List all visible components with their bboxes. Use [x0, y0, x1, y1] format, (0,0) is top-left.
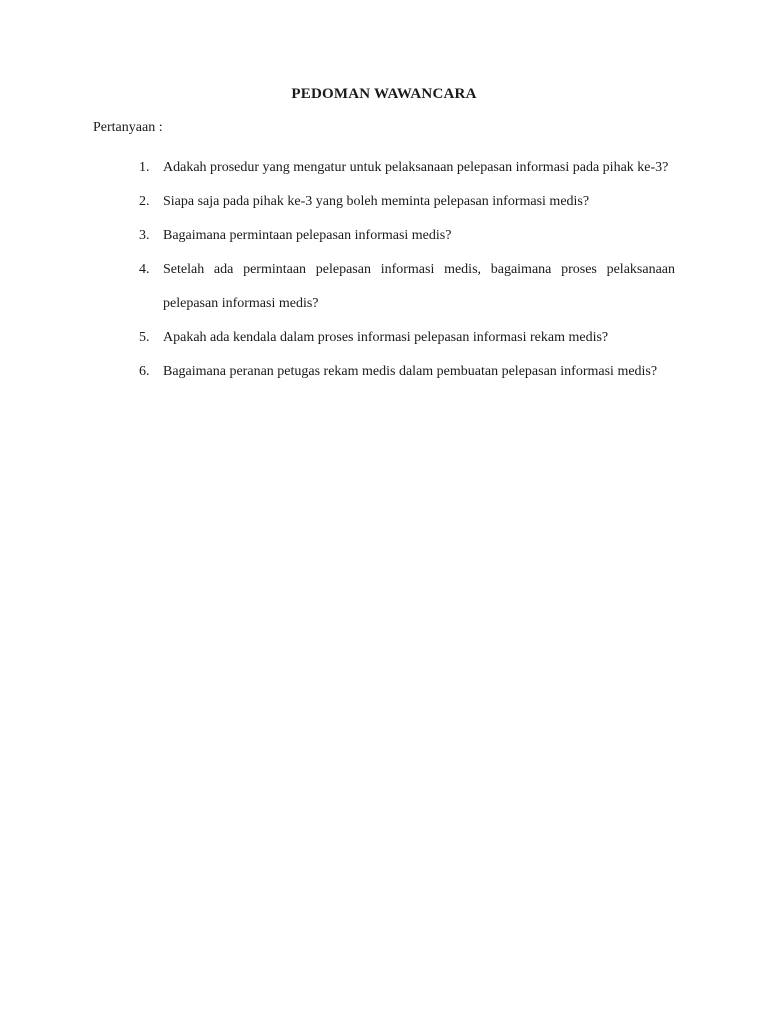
question-item [93, 321, 675, 355]
question-item [93, 151, 675, 185]
question-number: 5. [139, 330, 150, 345]
question-item [93, 355, 675, 389]
question-number: 2. [139, 194, 150, 209]
question-item [93, 185, 675, 219]
question-list [93, 151, 675, 389]
question-text: Apakah ada kendala dalam proses informasi pelepasan informasi rekam medis? [163, 330, 609, 345]
question-item [93, 253, 675, 321]
question-number: 3. [139, 228, 150, 243]
question-text: Siapa saja pada pihak ke-3 yang boleh meminta pelepasan informasi medis? [163, 194, 590, 209]
question-number: 1. [139, 160, 150, 175]
question-number: 6. [139, 364, 150, 379]
question-text: Adakah prosedur yang mengatur untuk pelaksanaan pelepasan informasi pada pihak ke-3? [163, 160, 669, 175]
question-text: Bagaimana permintaan pelepasan informasi medis? [163, 228, 452, 243]
question-number: 4. [139, 262, 150, 277]
question-item [93, 219, 675, 253]
questions-intro: Pertanyaan : [93, 120, 163, 135]
question-text: Setelah ada permintaan pelepasan informasi medis, bagaimana proses pelaksanaan pelepasan informasi medis? [163, 262, 675, 311]
document-title: PEDOMAN WAWANCARA [291, 86, 477, 102]
question-text: Bagaimana peranan petugas rekam medis dalam pembuatan pelepasan informasi medis? [163, 364, 658, 379]
